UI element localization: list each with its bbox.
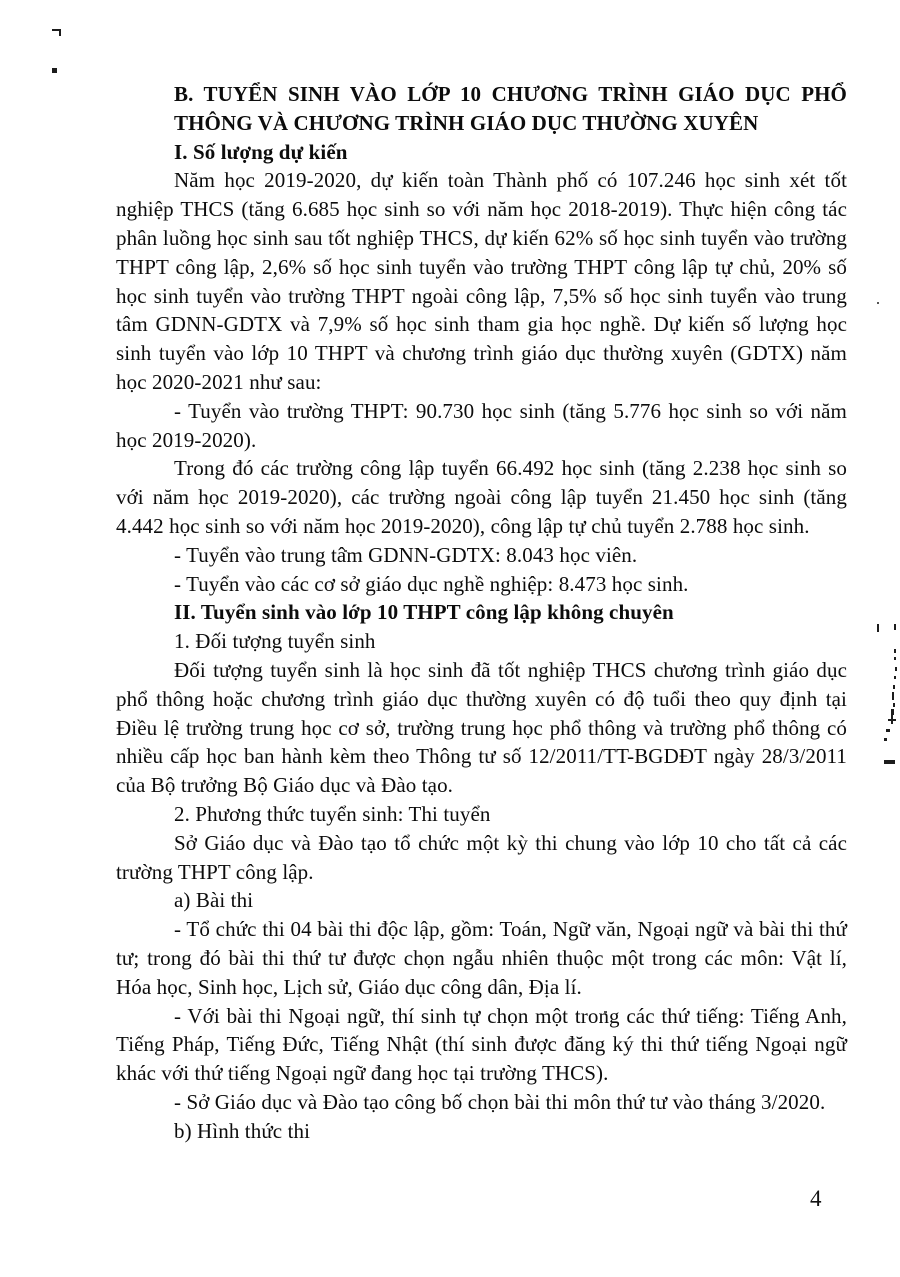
scan-artifact [52, 29, 61, 36]
subsection-1-target-students: 1. Đối tượng tuyển sinh [174, 629, 376, 654]
scan-artifact [891, 715, 893, 724]
scan-artifact [52, 68, 57, 73]
subsection-2-admission-method: 2. Phương thức tuyển sinh: Thi tuyển [174, 801, 491, 826]
scan-artifact [877, 624, 879, 632]
subsection-b-exam-format: b) Hình thức thi [174, 1118, 311, 1143]
scan-artifact [894, 624, 896, 630]
document-heading-line-1: B. TUYỂN SINH VÀO LỚP 10 CHƯƠNG TRÌNH GIÁO DỤC PHỔ [174, 82, 847, 106]
scan-artifact [884, 738, 887, 741]
para-enrollment-forecast: Năm học 2019-2020, dự kiến toàn Thành phố có 107.246 học sinh xét tốt nghiệp THCS (tăng 6.685 học sinh so với năm học 2018-2019). Thực hiện công tác phân luồng học sinh sau tốt nghiệp THCS, dự kiến 62% số học sinh tuyển vào trường THPT công lập, 2,6% số học sinh tuyển vào trường THPT công lập tự chủ, 20% số học sinh tuyển vào trường THPT ngoài công lập, 7,5% số học sinh tuyển vào trung tâm GDNN-GDTX và 7,9% số học sinh tham gia học nghề. Dự kiến số lượng học sinh tuyển vào lớp 10 THPT và chương trình giáo dục thường xuyên (GDTX) năm học 2020-2021 như sau: [116, 168, 847, 394]
scan-artifact [886, 729, 890, 732]
page-number: 4 [810, 1186, 822, 1211]
scan-artifact [895, 667, 897, 671]
scan-artifact [893, 685, 895, 689]
section-i-heading: I. Số lượng dự kiến [174, 139, 348, 164]
item-gdnn-gdtx-enrollment: - Tuyển vào trung tâm GDNN-GDTX: 8.043 học viên. [174, 542, 638, 567]
para-fourth-subject-announcement: - Sở Giáo dục và Đào tạo công bố chọn bài thi môn thứ tư vào tháng 3/2020. [174, 1089, 826, 1114]
document-heading-line-2: THÔNG VÀ CHƯƠNG TRÌNH GIÁO DỤC THƯỜNG XUYÊN [174, 110, 759, 135]
subsection-a-exam-papers: a) Bài thi [174, 888, 254, 913]
scan-artifact [894, 657, 896, 660]
item-thpt-enrollment: - Tuyển vào trường THPT: 90.730 học sinh (tăng 5.776 học sinh so với năm học 2019-2020). [116, 398, 847, 452]
para-common-exam: Sở Giáo dục và Đào tạo tổ chức một kỳ thi chung vào lớp 10 cho tất cả các trường THPT công lập. [116, 830, 847, 884]
para-exam-subjects: - Tổ chức thi 04 bài thi độc lập, gồm: Toán, Ngữ văn, Ngoại ngữ và bài thi thứ tư; trong đó bài thi thứ tư được chọn ngẫu nhiên thuộc một trong các môn: Vật lí, Hóa học, Sinh học, Lịch sử, Giáo dục công dân, Địa lí. [116, 917, 847, 999]
scan-artifact [893, 703, 895, 707]
para-foreign-language-choice: - Với bài thi Ngoại ngữ, thí sinh tự chọn một trong các thứ tiếng: Tiếng Anh, Tiếng Pháp, Tiếng Đức, Tiếng Nhật (thí sinh được đăng ký thi thứ tiếng Ngoại ngữ khác với thứ tiếng Ngoại ngữ đang học tại trường THCS). [116, 1003, 847, 1086]
scan-artifact [877, 302, 879, 304]
para-public-school-detail: Trong đó các trường công lập tuyển 66.492 học sinh (tăng 2.238 học sinh so với năm học 2019-2020), các trường ngoài công lập tuyển 21.450 học sinh (tăng 4.442 học sinh so với năm học 2019-2020), công lập tự chủ tuyển 2.788 học sinh. [116, 456, 847, 538]
section-ii-heading: II. Tuyển sinh vào lớp 10 THPT công lập không chuyên [174, 600, 674, 625]
scan-artifact [894, 676, 896, 679]
document-body [116, 80, 847, 1145]
scan-artifact [894, 649, 896, 653]
scan-artifact [892, 692, 894, 700]
scan-artifact [884, 760, 895, 764]
item-vocational-enrollment: - Tuyển vào các cơ sở giáo dục nghề nghiệp: 8.473 học sinh. [174, 571, 689, 596]
para-target-students-description: Đối tượng tuyển sinh là học sinh đã tốt nghiệp THCS chương trình giáo dục phổ thông hoặc chương trình giáo dục thường xuyên có độ tuổi theo quy định tại Điều lệ trường trung học cơ sở, trường trung học phổ thông và trường phổ thông có nhiều cấp học ban hành kèm theo Thông tư số 12/2011/TT-BGDĐT ngày 28/3/2011 của Bộ trưởng Bộ Giáo dục và Đào tạo. [116, 657, 847, 798]
